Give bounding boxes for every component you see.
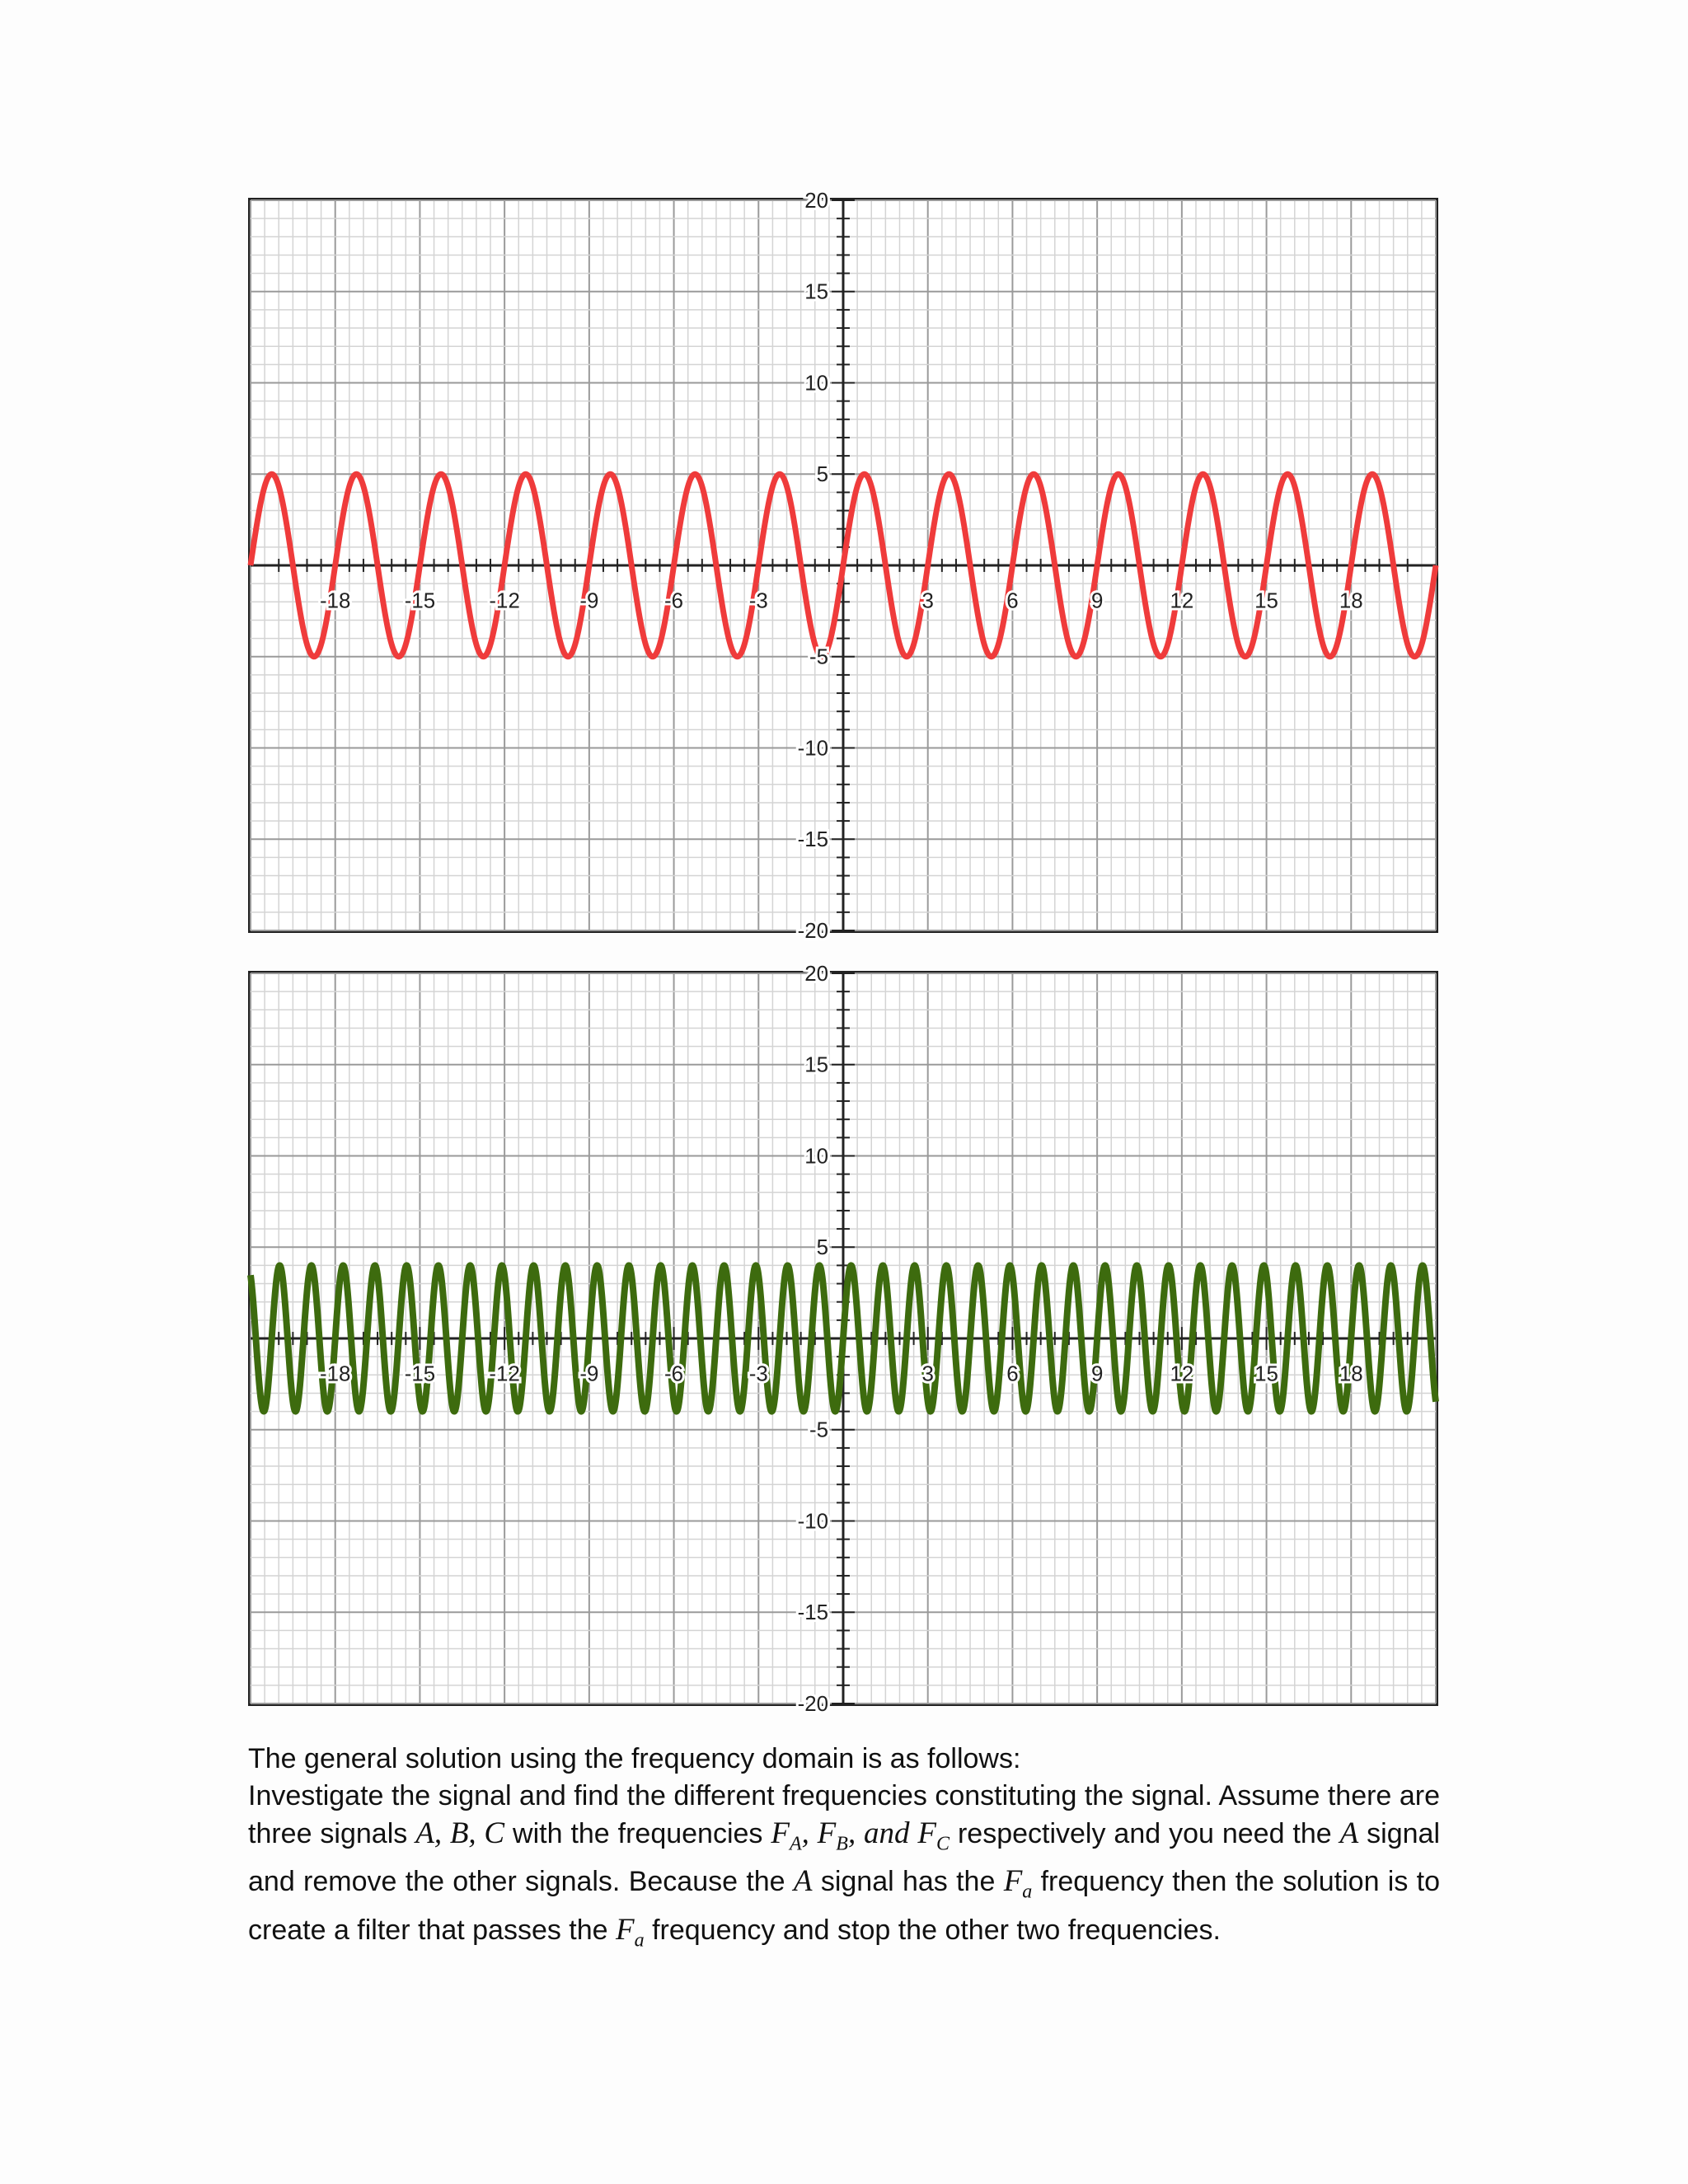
x-tick-label: 15 bbox=[1254, 1362, 1278, 1386]
x-tick-label: -9 bbox=[579, 589, 599, 613]
y-tick-label: -15 bbox=[797, 828, 829, 852]
y-tick-label: 15 bbox=[804, 280, 829, 304]
x-tick-label: 12 bbox=[1170, 589, 1194, 613]
intro-line bbox=[248, 1741, 1440, 1778]
text-run: with the frequencies bbox=[504, 1818, 771, 1849]
x-tick-label: -15 bbox=[404, 1362, 436, 1386]
y-tick-label: 5 bbox=[816, 463, 829, 487]
x-tick-label: 3 bbox=[921, 589, 934, 613]
math-and: and bbox=[863, 1816, 910, 1850]
x-tick-label: 12 bbox=[1170, 1362, 1194, 1386]
y-tick-label: 15 bbox=[804, 1053, 829, 1077]
math-fa-lower bbox=[616, 1912, 645, 1952]
math-f: F bbox=[616, 1912, 635, 1947]
math-fb bbox=[817, 1816, 848, 1855]
text-run: Investigate the signal and find the different frequencies constituting the signal. Assume there are three signals bbox=[248, 1780, 1440, 1849]
y-tick-label: 5 bbox=[816, 1236, 829, 1260]
x-tick-label: 9 bbox=[1090, 589, 1104, 613]
solution-paragraph: Investigate the signal and find the different frequencies constituting the signal. Assume there are three signals A, B, C with the frequencies $F_A$, $F_B$, and $F_C$ respectively and you need the A signal and remove the other signals. Because the A signal has the $F_a$ frequency then the solution is to create a filter that passes the $F_a$ frequency and stop the other two frequencies. bbox=[248, 1780, 1441, 1952]
x-tick-label: -12 bbox=[489, 589, 520, 613]
math-f: F bbox=[817, 1816, 837, 1850]
sine-graph-red bbox=[248, 189, 1438, 943]
math-f: F bbox=[1003, 1864, 1023, 1899]
x-tick-label: 3 bbox=[921, 1362, 934, 1386]
x-tick-label: 9 bbox=[1090, 1362, 1104, 1386]
y-tick-label: 10 bbox=[804, 372, 829, 396]
math-a: A bbox=[1339, 1816, 1359, 1850]
x-tick-label: 6 bbox=[1006, 1362, 1019, 1386]
y-tick-label: -20 bbox=[797, 919, 829, 943]
x-tick-label: -3 bbox=[748, 589, 768, 613]
y-tick-label: -5 bbox=[809, 645, 829, 669]
math-sub: a bbox=[1022, 1881, 1033, 1903]
y-tick-label: 10 bbox=[804, 1145, 829, 1169]
math-sub: a bbox=[634, 1929, 645, 1952]
graph-canvas bbox=[251, 962, 1436, 1716]
x-tick-label: -6 bbox=[664, 1362, 684, 1386]
graph-canvas bbox=[251, 189, 1436, 943]
y-tick-label: -10 bbox=[797, 737, 829, 761]
text-run: signal and remove the other signals. Because the bbox=[248, 1818, 1441, 1898]
math-sub: A bbox=[789, 1833, 802, 1855]
math-f: F bbox=[917, 1816, 936, 1850]
y-tick-label: -15 bbox=[797, 1601, 829, 1625]
x-tick-label: -6 bbox=[664, 589, 684, 613]
y-tick-label: -20 bbox=[797, 1692, 829, 1716]
y-tick-label: -10 bbox=[797, 1510, 829, 1534]
math-sub: C bbox=[936, 1833, 950, 1855]
x-tick-label: 18 bbox=[1339, 589, 1363, 613]
x-tick-label: 6 bbox=[1006, 589, 1019, 613]
sine-graph-green bbox=[248, 962, 1438, 1716]
text-run: frequency and stop the other two frequencies. bbox=[644, 1914, 1221, 1946]
x-tick-label: -15 bbox=[404, 589, 436, 613]
y-tick-label: 20 bbox=[804, 189, 829, 213]
math-a: A bbox=[793, 1864, 813, 1899]
math-fa bbox=[771, 1816, 802, 1855]
x-tick-label: -18 bbox=[320, 1362, 351, 1386]
math-abc: A, B, C bbox=[415, 1816, 505, 1850]
x-tick-label: -3 bbox=[748, 1362, 768, 1386]
y-tick-label: 20 bbox=[804, 962, 829, 986]
x-tick-label: -18 bbox=[320, 589, 351, 613]
text-run: respectively and you need the bbox=[950, 1818, 1340, 1849]
math-fc bbox=[917, 1816, 950, 1855]
x-tick-label: 18 bbox=[1339, 1362, 1363, 1386]
intro-text: The general solution using the frequency domain is as follows: bbox=[248, 1743, 1021, 1774]
text-run: frequency then the solution is to create a filter that passes the bbox=[248, 1866, 1441, 1946]
y-tick-label: -5 bbox=[809, 1418, 829, 1442]
math-f: F bbox=[771, 1816, 790, 1850]
text-run: signal has the bbox=[812, 1866, 1004, 1898]
x-tick-label: -12 bbox=[489, 1362, 520, 1386]
explanation-text bbox=[248, 1741, 1440, 1959]
math-fa-lower bbox=[1003, 1864, 1033, 1903]
math-sub: B bbox=[836, 1833, 848, 1855]
x-tick-label: -9 bbox=[579, 1362, 599, 1386]
x-tick-label: 15 bbox=[1254, 589, 1278, 613]
